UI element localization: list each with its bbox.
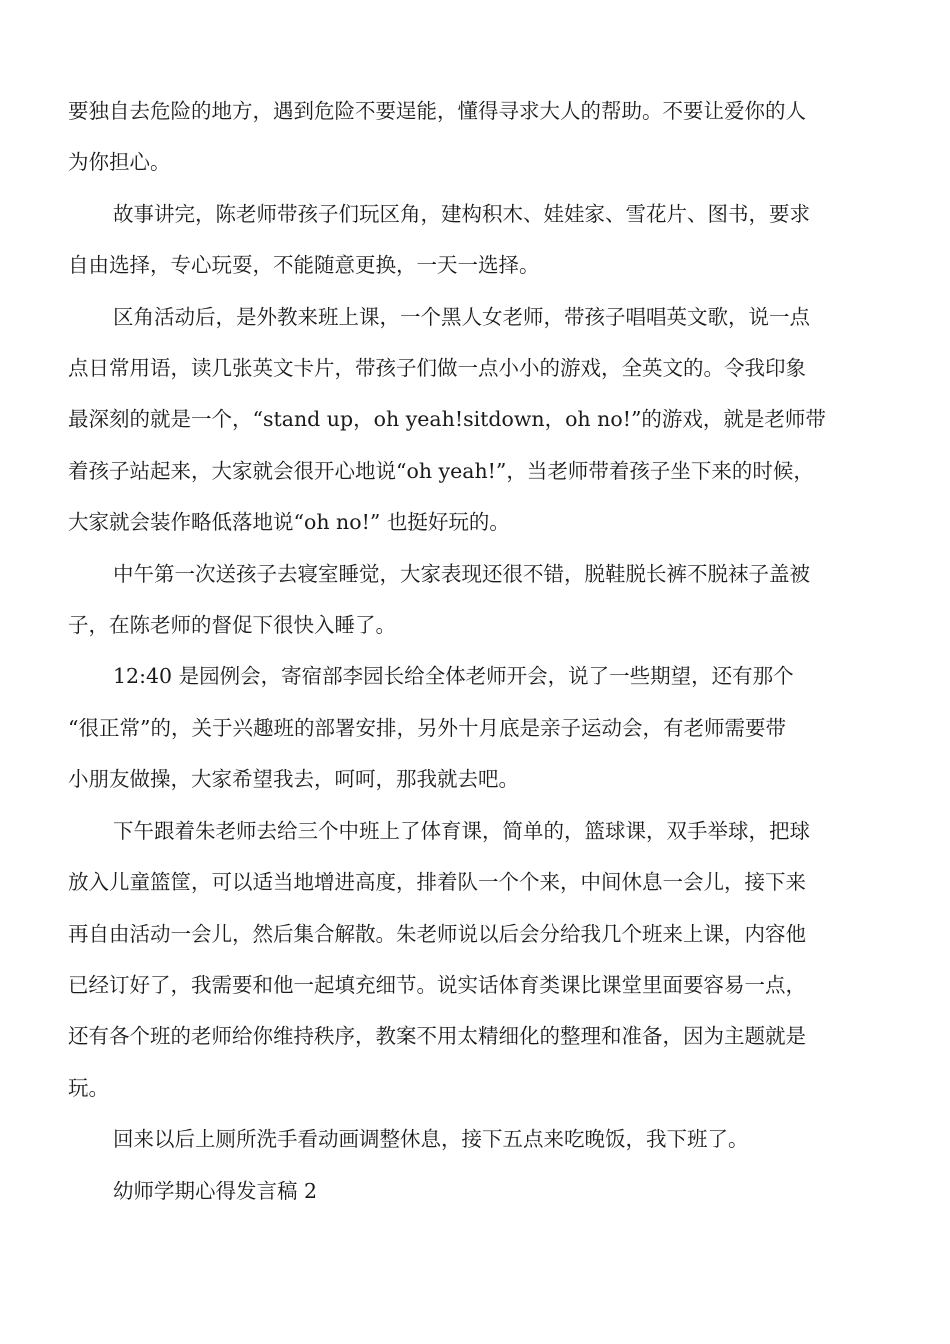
text-line: 为你担心。 xyxy=(68,150,171,175)
paragraph xyxy=(68,292,884,549)
paragraph xyxy=(68,1114,884,1165)
paragraph xyxy=(68,651,884,805)
paragraph xyxy=(68,86,884,189)
paragraph-heading xyxy=(68,1166,884,1217)
section-heading: 幼师学期心得发言稿 2 xyxy=(113,1178,318,1203)
text-line: 自由选择，专心玩耍，不能随意更换，一天一选择。 xyxy=(68,253,540,278)
text-line: 最深刻的就是一个，“stand up，oh yeah!sitdown，oh no!”的游戏，就是老师带 xyxy=(68,407,826,432)
text-line: 回来以后上厕所洗手看动画调整休息，接下五点来吃晚饭，我下班了。 xyxy=(113,1127,749,1152)
text-line: 再自由活动一会儿，然后集合解散。朱老师说以后会分给我几个班来上课，内容他 xyxy=(68,921,806,946)
text-line: 着孩子站起来，大家就会很开心地说“oh yeah!”，当老师带着孩子坐下来的时候， xyxy=(68,458,814,483)
text-line: 下午跟着朱老师去给三个中班上了体育课，简单的，篮球课，双手举球，把球 xyxy=(113,818,810,843)
text-line: 放入儿童篮筐，可以适当地增进高度，排着队一个个来，中间休息一会儿，接下来 xyxy=(68,870,806,895)
text-line: 已经订好了，我需要和他一起填充细节。说实话体育类课比课堂里面要容易一点， xyxy=(68,972,806,997)
text-line: 点日常用语，读几张英文卡片，带孩子们做一点小小的游戏，全英文的。令我印象 xyxy=(68,356,806,381)
text-line: 要独自去危险的地方，遇到危险不要逞能，懂得寻求大人的帮助。不要让爱你的人 xyxy=(68,99,806,123)
text-line: 12:40 是园例会，寄宿部李园长给全体老师开会，说了一些期望，还有那个 xyxy=(113,664,794,689)
text-line: 小朋友做操，大家希望我去，呵呵，那我就去吧。 xyxy=(68,767,519,792)
text-line: 大家就会装作略低落地说“oh no!” 也挺好玩的。 xyxy=(68,510,510,535)
text-line: 区角活动后，是外教来班上课，一个黑人女老师，带孩子唱唱英文歌，说一点 xyxy=(113,304,810,329)
text-line: 还有各个班的老师给你维持秩序，教案不用太精细化的整理和准备，因为主题就是 xyxy=(68,1024,806,1049)
text-line: “很正常”的，关于兴趣班的部署安排，另外十月底是亲子运动会，有老师需要带 xyxy=(68,715,786,740)
text-line: 中午第一次送孩子去寝室睡觉，大家表现还很不错，脱鞋脱长裤不脱袜子盖被 xyxy=(113,561,810,586)
paragraph xyxy=(68,549,884,652)
paragraph xyxy=(68,806,884,1114)
text-line: 子，在陈老师的督促下很快入睡了。 xyxy=(68,613,396,638)
text-line: 故事讲完，陈老师带孩子们玩区角，建构积木、娃娃家、雪花片、图书，要求 xyxy=(113,201,810,226)
text-line: 玩。 xyxy=(68,1075,109,1100)
paragraph xyxy=(68,189,884,292)
document-page xyxy=(68,86,884,1217)
